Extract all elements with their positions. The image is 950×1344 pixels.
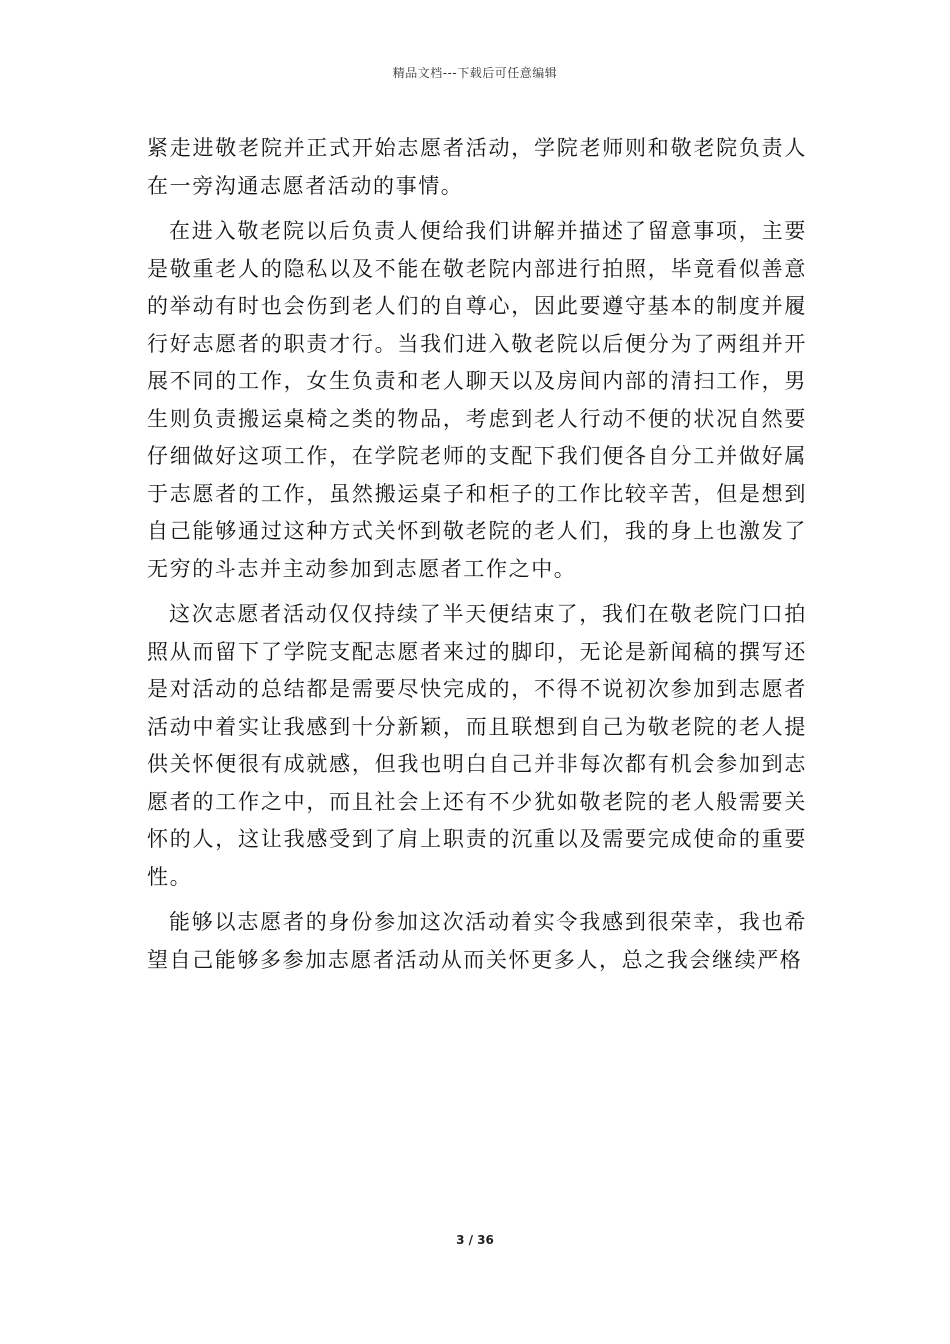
page-number: 3 / 36: [456, 1233, 494, 1247]
document-body: [147, 130, 807, 987]
paragraph-1: 紧走进敬老院并正式开始志愿者活动，学院老师则和敬老院负责人在一旁沟通志愿者活动的事情。: [147, 136, 807, 198]
page-header: 精品文档---下载后可任意编辑: [392, 66, 558, 80]
paragraph-3: 这次志愿者活动仅仅持续了半天便结束了，我们在敬老院门口拍照从而留下了学院支配志愿者来过的脚印，无论是新闻稿的撰写还是对活动的总结都是需要尽快完成的，不得不说初次参加到志愿者活动中着实让我感到十分新颖，而且联想到自己为敬老院的老人提供关怀便很有成就感，但我也明白自己并非每次都有机会参加到志愿者的工作之中，而且社会上还有不少犹如敬老院的老人般需要关怀的人，这让我感受到了肩上职责的沉重以及需要完成使命的重要性。: [147, 602, 807, 889]
paragraph-4: 能够以志愿者的身份参加这次活动着实令我感到很荣幸，我也希望自己能够多参加志愿者活动从而关怀更多人，总之我会继续严格: [147, 910, 807, 972]
paragraph-2: 在进入敬老院以后负责人便给我们讲解并描述了留意事项，主要是敬重老人的隐私以及不能在敬老院内部进行拍照，毕竟看似善意的举动有时也会伤到老人们的自尊心，因此要遵守基本的制度并履行好志愿者的职责才行。当我们进入敬老院以后便分为了两组并开展不同的工作，女生负责和老人聊天以及房间内部的清扫工作，男生则负责搬运桌椅之类的物品，考虑到老人行动不便的状况自然要仔细做好这项工作，在学院老师的支配下我们便各自分工并做好属于志愿者的工作，虽然搬运桌子和柜子的工作比较辛苦，但是想到自己能够通过这种方式关怀到敬老院的老人们，我的身上也激发了无穷的斗志并主动参加到志愿者工作之中。: [147, 219, 807, 581]
